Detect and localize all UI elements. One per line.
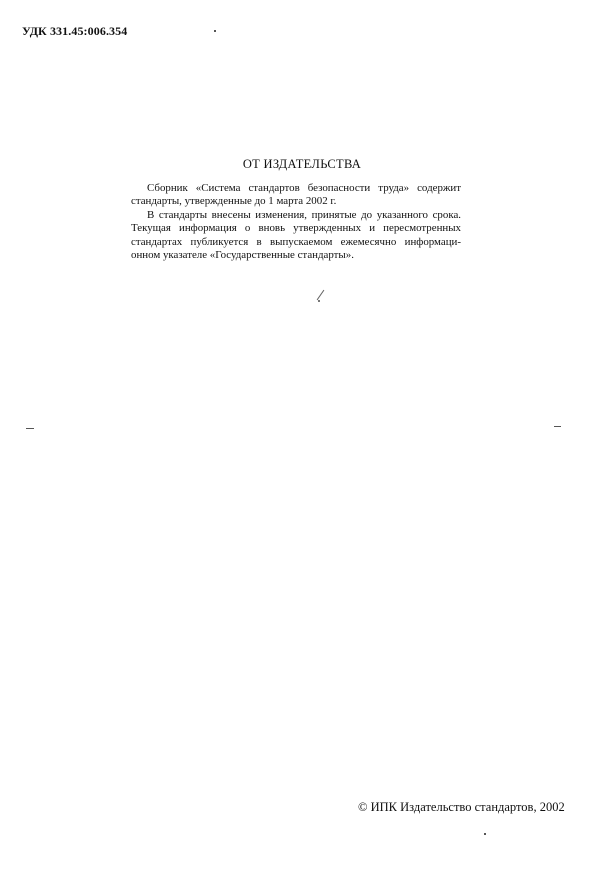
scan-mark-slash bbox=[317, 290, 325, 300]
paragraph-2-line-1: В стандарты внесены изменения, принятые до указанного срока. bbox=[147, 208, 461, 221]
fold-mark-left bbox=[26, 428, 34, 429]
page-title: ОТ ИЗДАТЕЛЬСТВА bbox=[242, 157, 362, 171]
udk-code: УДК 331.45:006.354 bbox=[22, 24, 128, 38]
scan-speck bbox=[318, 300, 320, 302]
paragraph-2-line-3: стандартах публикуется в выпускаемом ежемесячно информаци- bbox=[131, 235, 461, 248]
scan-speck bbox=[484, 833, 486, 835]
paragraph-2-line-2: Текущая информация о вновь утвержденных и пересмотренных bbox=[131, 222, 461, 235]
copyright-notice: © ИПК Издательство стандартов, 2002 bbox=[358, 800, 565, 814]
scan-speck bbox=[214, 30, 216, 32]
paragraph-1-line-1: Сборник «Система стандартов безопасности труда» содержит bbox=[147, 182, 461, 194]
paragraph-2-line-4: онном указателе «Государственные стандарты». bbox=[131, 249, 354, 262]
fold-mark-right bbox=[554, 426, 561, 427]
paragraph-1-line-2: стандарты, утвержденные до 1 марта 2002 г. bbox=[131, 195, 337, 208]
publisher-note bbox=[131, 182, 461, 262]
